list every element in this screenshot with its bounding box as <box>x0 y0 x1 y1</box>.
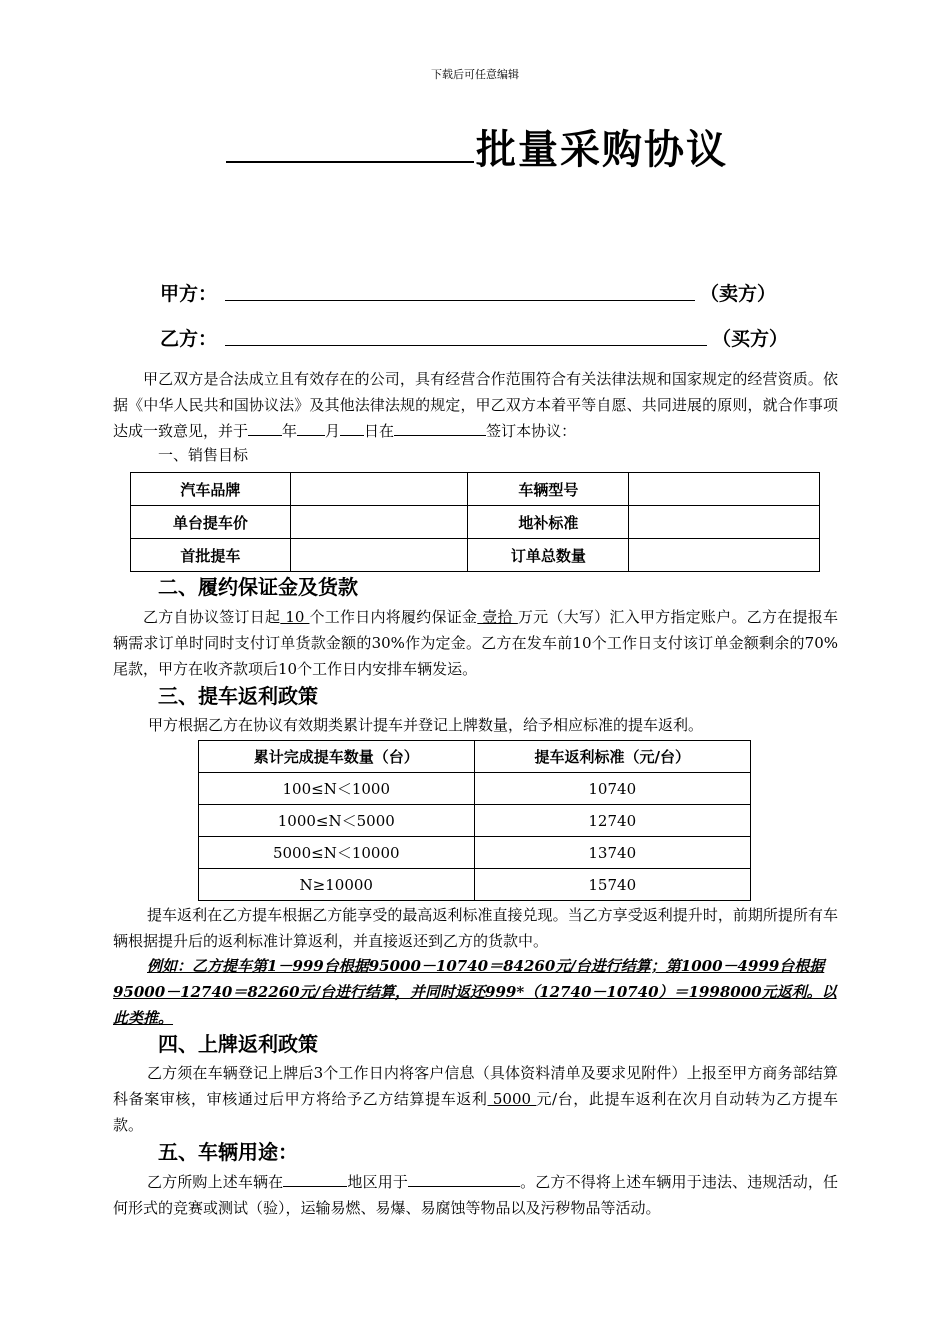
header-cell: 提车返利标准（元/台） <box>474 741 750 773</box>
year-blank <box>248 419 282 436</box>
title-blank-line <box>226 161 474 163</box>
section3-intro: 甲方根据乙方在协议有效期类累计提车并登记上牌数量，给予相应标准的提车返利。 <box>148 716 704 734</box>
section1-heading: 一、销售目标 <box>158 446 249 464</box>
party-b-label: 乙方： <box>160 328 218 350</box>
section4-paragraph <box>113 1060 838 1138</box>
table-header-row <box>199 741 751 773</box>
page-title: 批量采购协议 <box>476 127 728 173</box>
table-row <box>199 805 751 837</box>
intro-paragraph <box>113 366 838 444</box>
section5-text: 地区用于 <box>347 1173 408 1191</box>
party-a-role: （卖方） <box>700 283 777 305</box>
party-b-role: （买方） <box>712 328 789 350</box>
rebate-table <box>198 740 751 901</box>
deposit-days: 10 <box>280 608 310 626</box>
place-blank <box>394 419 486 436</box>
section4-text: 乙方须在车辆登记上牌后3个工作日内将客户信息（具体资料清单及要求见附件）上报至甲方商务部结算科备案审核，审核通过后甲方将给予乙方结算提车返利 <box>113 1064 838 1108</box>
table-row <box>131 506 820 539</box>
section4-text: 元/台，此提车返利在次月自动转为乙方提车款。 <box>113 1090 838 1134</box>
section2-heading: 二、履约保证金及货款 <box>158 575 358 599</box>
rebate-cell: 12740 <box>474 805 750 837</box>
table-row <box>131 539 820 572</box>
table-row <box>131 473 820 506</box>
intro-text: 甲乙双方是合法成立且有效存在的公司，具有经营合作范围符合有关法律法规和国家规定的经营资质。依据《中华人民共和国协议法》及其他法律法规的规定，甲乙双方本着平等自愿、共同进展的原则，就合作事项达成一致意见，并于 <box>113 370 838 440</box>
plate-rebate-amount: 5000 <box>487 1090 537 1108</box>
intro-month: 月 <box>325 422 341 440</box>
month-blank <box>297 419 325 436</box>
section4-heading: 四、上牌返利政策 <box>158 1032 318 1056</box>
region-blank <box>283 1170 347 1187</box>
section5-text: 乙方所购上述车辆在 <box>147 1173 284 1191</box>
rebate-cell: 15740 <box>474 869 750 901</box>
section3-after-paragraph: 提车返利在乙方提车根据乙方能享受的最高返利标准直接兑现。当乙方享受返利提升时，前期所提所有车辆根据提升后的返利标准计算返利，并直接返还到乙方的货款中。 <box>113 906 838 950</box>
cell-label: 汽车品牌 <box>131 473 291 506</box>
purpose-blank <box>408 1170 520 1187</box>
cell-label: 单台提车价 <box>131 506 291 539</box>
section3-heading: 三、提车返利政策 <box>158 684 318 708</box>
party-b-line <box>225 345 707 346</box>
cell-value <box>629 473 820 506</box>
day-blank <box>340 419 364 436</box>
range-cell: N≥10000 <box>199 869 475 901</box>
rebate-cell: 10740 <box>474 773 750 805</box>
deposit-amount: 壹拾 <box>477 608 518 626</box>
section2-text: 个工作日内将履约保证金 <box>309 608 478 626</box>
section5-paragraph <box>113 1169 838 1221</box>
table-row <box>199 869 751 901</box>
cell-value <box>629 539 820 572</box>
cell-value <box>629 506 820 539</box>
rebate-example: 例如：乙方提车第1－999台根据95000－10740＝84260元/台进行结算；第1000－4999台根据95000－12740＝82260元/台进行结算，并同时返还999*（12740－10740）＝1998000元返利。以此类推。 <box>113 957 837 1027</box>
cell-value <box>290 473 468 506</box>
cell-label: 首批提车 <box>131 539 291 572</box>
table-row <box>199 837 751 869</box>
range-cell: 100≤N＜1000 <box>199 773 475 805</box>
party-a-label: 甲方： <box>160 283 218 305</box>
header-cell: 累计完成提车数量（台） <box>199 741 475 773</box>
cell-value <box>290 539 468 572</box>
cell-label: 车辆型号 <box>468 473 629 506</box>
rebate-cell: 13740 <box>474 837 750 869</box>
section2-paragraph <box>113 604 838 682</box>
intro-day: 日在 <box>364 422 395 440</box>
section5-text: 。乙方不得将上述车辆用于违法、违规活动，任何形式的竞赛或测试（验），运输易燃、易爆、易腐蚀等物品以及污秽物品等活动。 <box>113 1173 838 1217</box>
intro-year: 年 <box>282 422 298 440</box>
table-row <box>199 773 751 805</box>
intro-text-end: 签订本协议： <box>486 422 577 440</box>
range-cell: 5000≤N＜10000 <box>199 837 475 869</box>
range-cell: 1000≤N＜5000 <box>199 805 475 837</box>
cell-value <box>290 506 468 539</box>
party-a-line <box>225 300 695 301</box>
section2-text: 万元（大写）汇入甲方指定账户。乙方在提报车辆需求订单时同时支付订单货款金额的30%作为定金。乙方在发车前10个工作日支付该订单金额剩余的70%尾款，甲方在收齐款项后10个工作日内安排车辆发运。 <box>113 608 838 678</box>
section2-text: 乙方自协议签订日起 <box>143 608 281 626</box>
header-note: 下载后可任意编辑 <box>431 68 519 81</box>
section5-heading: 五、车辆用途： <box>158 1140 298 1164</box>
cell-label: 订单总数量 <box>468 539 629 572</box>
sales-target-table <box>130 472 820 572</box>
cell-label: 地补标准 <box>468 506 629 539</box>
